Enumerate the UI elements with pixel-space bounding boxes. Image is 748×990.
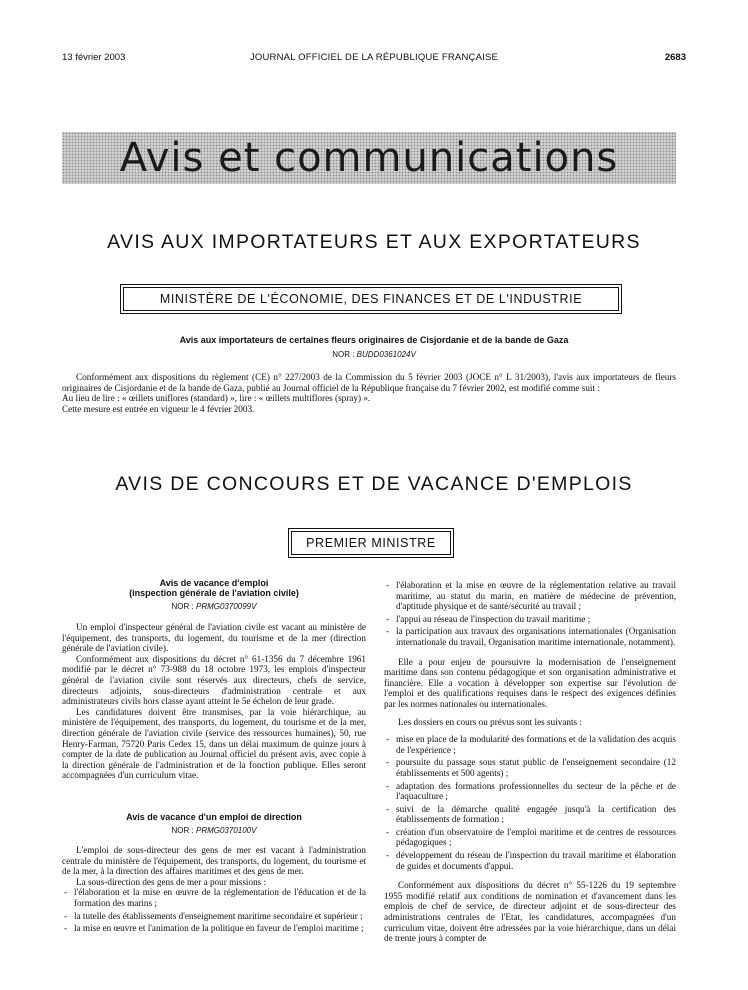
list-item: - l'élaboration et la mise en œuvre de la réglementation de l'éducation et de la formation des marins ;	[62, 887, 366, 908]
modernisation-paragraph: Elle a pour enjeu de poursuivre la modernisation de l'enseignement maritime dans son contenu pédagogique et son organisation administrative et financière. Elle a vocation à développer son expertise sur l'évolution de l'emploi et des qualifications requises dans le respect des exigences définies par les normes nationales ou internationales.	[384, 656, 676, 709]
section-banner	[62, 132, 676, 184]
direction-paragraph-2: La sous-direction des gens de mer a pour missions :	[76, 876, 267, 887]
aviation-paragraph-1: Un emploi d'inspecteur général de l'aviation civile est vacant au ministère de l'équipement, des transports, du logement, du tourisme et de la mer (direction générale de l'aviation civile).	[62, 622, 366, 654]
right-column-body	[384, 580, 676, 944]
section-heading-importers: AVIS AUX IMPORTATEURS ET AUX EXPORTATEURS	[107, 231, 641, 253]
ministry-name-premier: PREMIER MINISTRE	[306, 536, 436, 550]
ministry-box-premier	[288, 528, 454, 558]
header-journal-title: JOURNAL OFFICIEL DE LA RÉPUBLIQUE FRANÇAISE	[249, 52, 499, 63]
running-header	[62, 52, 686, 66]
nor-reference-flowers	[62, 350, 686, 359]
list-item: - adaptation des formations professionnelles du secteur de la pêche et de l'aquaculture ;	[384, 781, 676, 802]
list-item: - la participation aux travaux des organisations internationales (Organisation internationale du travail, Organisation maritime internationale, notamment).	[384, 626, 676, 647]
nor-reference-aviation	[62, 602, 366, 611]
list-item: - la tutelle des établissements d'enseignement maritime secondaire et supérieur ;	[62, 911, 366, 922]
aviation-paragraph-2: Conformément aux dispositions du décret n° 61-1356 du 7 décembre 1961 modifié par le décret n° 73-988 du 18 octobre 1973, les emplois d'inspecteur général de l'aviation civile sont réservés aux directeurs, chefs de service, directeurs adjoints, sous-directeurs d'administration centrale et aux administrateurs civils hors classe ayant atteint le 5e échelon de leur grade.	[62, 653, 366, 707]
nor-reference-direction	[62, 826, 366, 835]
nor-code: PRMG0370100V	[195, 826, 257, 835]
list-item: - création d'un observatoire de l'emploi maritime et de centres de ressources pédagogiques ;	[384, 827, 676, 848]
list-item: - suivi de la démarche qualité engagée jusqu'à la certification des établissements de formation ;	[384, 804, 676, 825]
flowers-paragraph-3: Cette mesure est entrée en vigueur le 4 février 2003.	[62, 403, 255, 414]
ministry-name-economy: MINISTÈRE DE L'ÉCONOMIE, DES FINANCES ET DE L'INDUSTRIE	[159, 292, 583, 306]
nor-code: BUDD0361024V	[356, 350, 416, 359]
flowers-paragraph-1: Conformément aux dispositions du règlement (CE) n° 227/2003 de la Commission du 5 février 2003 (JOCE n° L 31/2003), l'avis aux importateurs de fleurs originaires de Cisjordanie et de la bande de Gaza, publié au Journal officiel de la République française du 7 février 2002, est modifié comme suit :	[62, 372, 676, 393]
article-title-aviation-line1: Avis de vacance d'emploi	[159, 578, 269, 588]
missions-list	[62, 887, 366, 933]
header-date: 13 février 2003	[62, 52, 126, 63]
aviation-paragraph-3: Les candidatures doivent être transmises, par la voie hiérarchique, au ministère de l'équipement, des transports, du logement, du tourisme et de la mer, direction générale de l'aviation civile (service des ressources humaines), 50, rue Henry-Farman, 75720 Paris Cedex 15, dans un délai maximum de quinze jours à compter de la date de publication au Journal officiel du présent avis, avec copie à la direction générale de l'administration et de la fonction publique. Elles seront accompagnées d'un curriculum vitae.	[62, 706, 366, 781]
flowers-notice-body	[62, 372, 676, 414]
candidatures-paragraph: Conformément aux dispositions du décret n° 55-1226 du 19 septembre 1955 modifié relatif aux conditions de nomination et d'avancement dans les emplois de chef de service, de directeur adjoint et de sous-directeur des administrations centrales de l'Etat, les candidatures, accompagnées d'un curriculum vitae, doivent être adressées par la voie hiérarchique, dans un délai de trente jours à compter de	[384, 880, 676, 944]
list-item: - l'élaboration et la mise en œuvre de la réglementation relative au travail maritime, au statut du marin, en matière de médecine de prévention, d'aptitude physique et de santé/sécurité au travail ;	[384, 580, 676, 612]
nor-label: NOR :	[171, 826, 194, 835]
article-title-aviation	[62, 578, 366, 598]
list-item: - la mise en œuvre et l'animation de la politique en faveur de l'emploi maritime ;	[62, 923, 366, 934]
dossiers-list	[384, 734, 676, 871]
banner-title: Avis et communications	[119, 135, 619, 181]
nor-label: NOR :	[332, 350, 355, 359]
dossiers-intro-paragraph: Les dossiers en cours ou prévus sont les suivants :	[398, 716, 582, 727]
article-title-flowers: Avis aux importateurs de certaines fleurs originaires de Cisjordanie et de la bande de Gaza	[179, 335, 569, 345]
header-page-number: 2683	[664, 52, 686, 63]
nor-label: NOR :	[171, 602, 194, 611]
direction-notice-body	[62, 845, 366, 936]
list-item: - poursuite du passage sous statut public de l'enseignement secondaire (12 établissements et 500 agents) ;	[384, 757, 676, 778]
missions-list-continued	[384, 580, 676, 648]
aviation-notice-body	[62, 622, 366, 781]
article-title-aviation-line2: (inspection générale de l'aviation civile)	[129, 588, 299, 598]
flowers-paragraph-2: Au lieu de lire : « œillets uniflores (standard) », lire : « œillets multiflores (spray) ».	[62, 393, 371, 404]
article-title-direction: Avis de vacance d'un emploi de direction	[126, 812, 302, 822]
list-item: - l'appui au réseau de l'inspection du travail maritime ;	[384, 614, 676, 625]
section-heading-concours: AVIS DE CONCOURS ET DE VACANCE D'EMPLOIS	[115, 473, 633, 495]
direction-paragraph-1: L'emploi de sous-directeur des gens de mer est vacant à l'administration centrale du ministère de l'équipement, des transports, du logement, du tourisme et de la mer, à la direction des affaires maritimes et des gens de mer.	[62, 845, 366, 877]
list-item: - mise en place de la modularité des formations et de la validation des acquis de l'expérience ;	[384, 734, 676, 755]
list-item: - développement du réseau de l'inspection du travail maritime et élaboration de guides et documents d'appui.	[384, 850, 676, 871]
ministry-box-economy	[120, 284, 622, 314]
nor-code: PRMG0370099V	[195, 602, 257, 611]
